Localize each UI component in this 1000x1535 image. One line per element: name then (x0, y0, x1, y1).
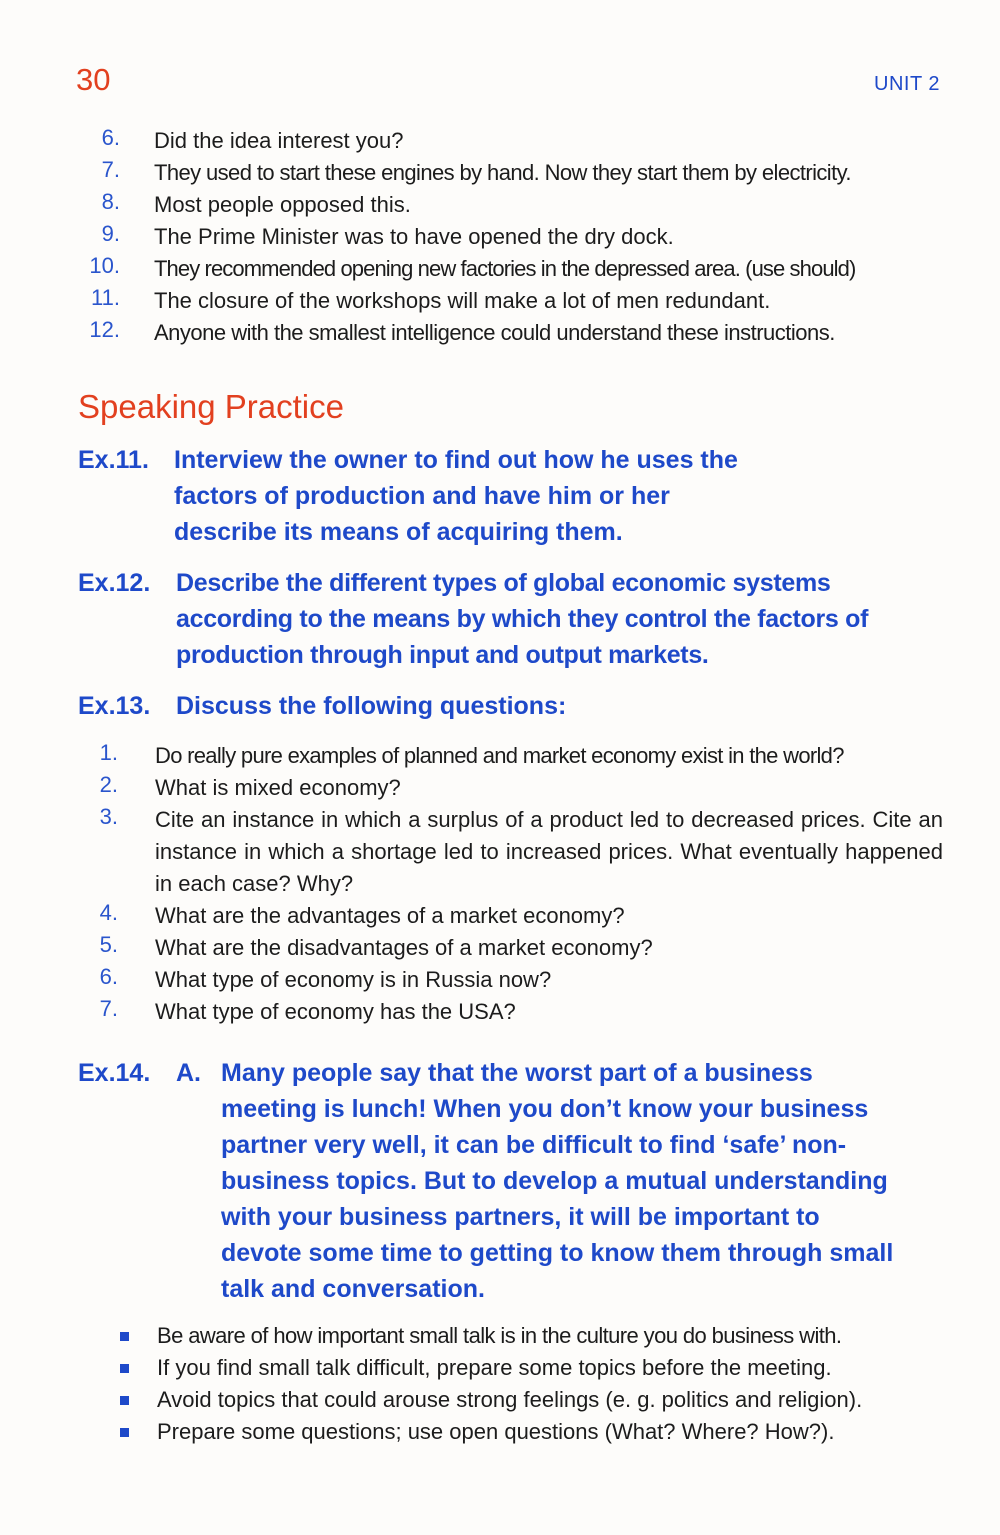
list-item-number: 1. (99, 740, 118, 765)
exercise-text: Discuss the following questions: (176, 692, 567, 720)
exercise-sub-label: A. (176, 1059, 201, 1087)
list-item-number: 6. (99, 964, 118, 989)
list-item-text: Be aware of how important small talk is in the culture you do business with. (157, 1323, 842, 1348)
list-item-text: Cite an instance in which a surplus of a product led to decreased prices. Cite an instance in which a shortage led to increased prices. What eventually happened in each case? Why? (155, 807, 943, 896)
exercise-text: Describe the different types of global economic systems according to the means by which they control the factors of production through input and output markets. (176, 569, 869, 669)
list-item-text: Anyone with the smallest intelligence could understand these instructions. (154, 320, 835, 345)
list-item-text: The Prime Minister was to have opened the dry dock. (154, 224, 674, 249)
list-item-text: What are the advantages of a market economy? (155, 903, 625, 928)
exercise-label: Ex.11. (78, 446, 149, 474)
list-item-number: 8. (101, 189, 120, 214)
list-item-number: 7. (101, 157, 120, 182)
list-item-text: Prepare some questions; use open questions (What? Where? How?). (157, 1419, 835, 1444)
list-item-number: 10. (89, 253, 120, 278)
list-item-text: They recommended opening new factories in the depressed area. (use should) (154, 256, 856, 281)
exercise-label: Ex.12. (78, 569, 151, 597)
list-item-text: What is mixed economy? (155, 775, 401, 800)
page-number: 30 (76, 62, 111, 97)
list-item-number: 7. (99, 996, 118, 1021)
bullet-icon (120, 1332, 129, 1341)
list-item-number: 11. (91, 285, 120, 310)
list-item-text: What type of economy is in Russia now? (155, 967, 552, 992)
list-item-text: If you find small talk difficult, prepare some topics before the meeting. (157, 1355, 832, 1380)
list-item-number: 6. (101, 125, 120, 150)
exercise-label: Ex.13. (78, 692, 151, 720)
unit-label: UNIT 2 (874, 73, 940, 95)
list-item-text: Avoid topics that could arouse strong feelings (e. g. politics and religion). (157, 1387, 863, 1412)
list-item-text: What type of economy has the USA? (155, 999, 516, 1024)
list-item-number: 12. (89, 317, 120, 342)
exercise-text: Many people say that the worst part of a business meeting is lunch! When you don’t know your business partner very well, it can be difficult to find ‘safe’ non-business topics. But to develop a mutual understanding with your business partners, it will be important to devote some time to getting to know them through small talk and conversation. (221, 1059, 894, 1303)
list-item-text: The closure of the workshops will make a lot of men redundant. (154, 288, 771, 313)
list-item-number: 2. (99, 772, 118, 797)
list-item-text: They used to start these engines by hand. Now they start them by electricity. (154, 160, 851, 185)
list-item-number: 3. (99, 804, 118, 829)
list-item-number: 4. (99, 900, 118, 925)
bullet-icon (120, 1396, 129, 1405)
exercise-label: Ex.14. (78, 1059, 151, 1087)
section-heading: Speaking Practice (78, 388, 344, 425)
list-item-text: Did the idea interest you? (154, 128, 404, 153)
bullet-icon (120, 1364, 129, 1373)
bullet-icon (120, 1428, 129, 1437)
list-item-text: What are the disadvantages of a market economy? (155, 935, 653, 960)
list-item-text: Most people opposed this. (154, 192, 411, 217)
list-item-number: 5. (99, 932, 118, 957)
list-item-number: 9. (101, 221, 120, 246)
list-item-text: Do really pure examples of planned and market economy exist in the world? (155, 743, 844, 768)
exercise-text: Interview the owner to find out how he uses the factors of production and have him or her describe its means of acquiring them. (174, 446, 738, 546)
